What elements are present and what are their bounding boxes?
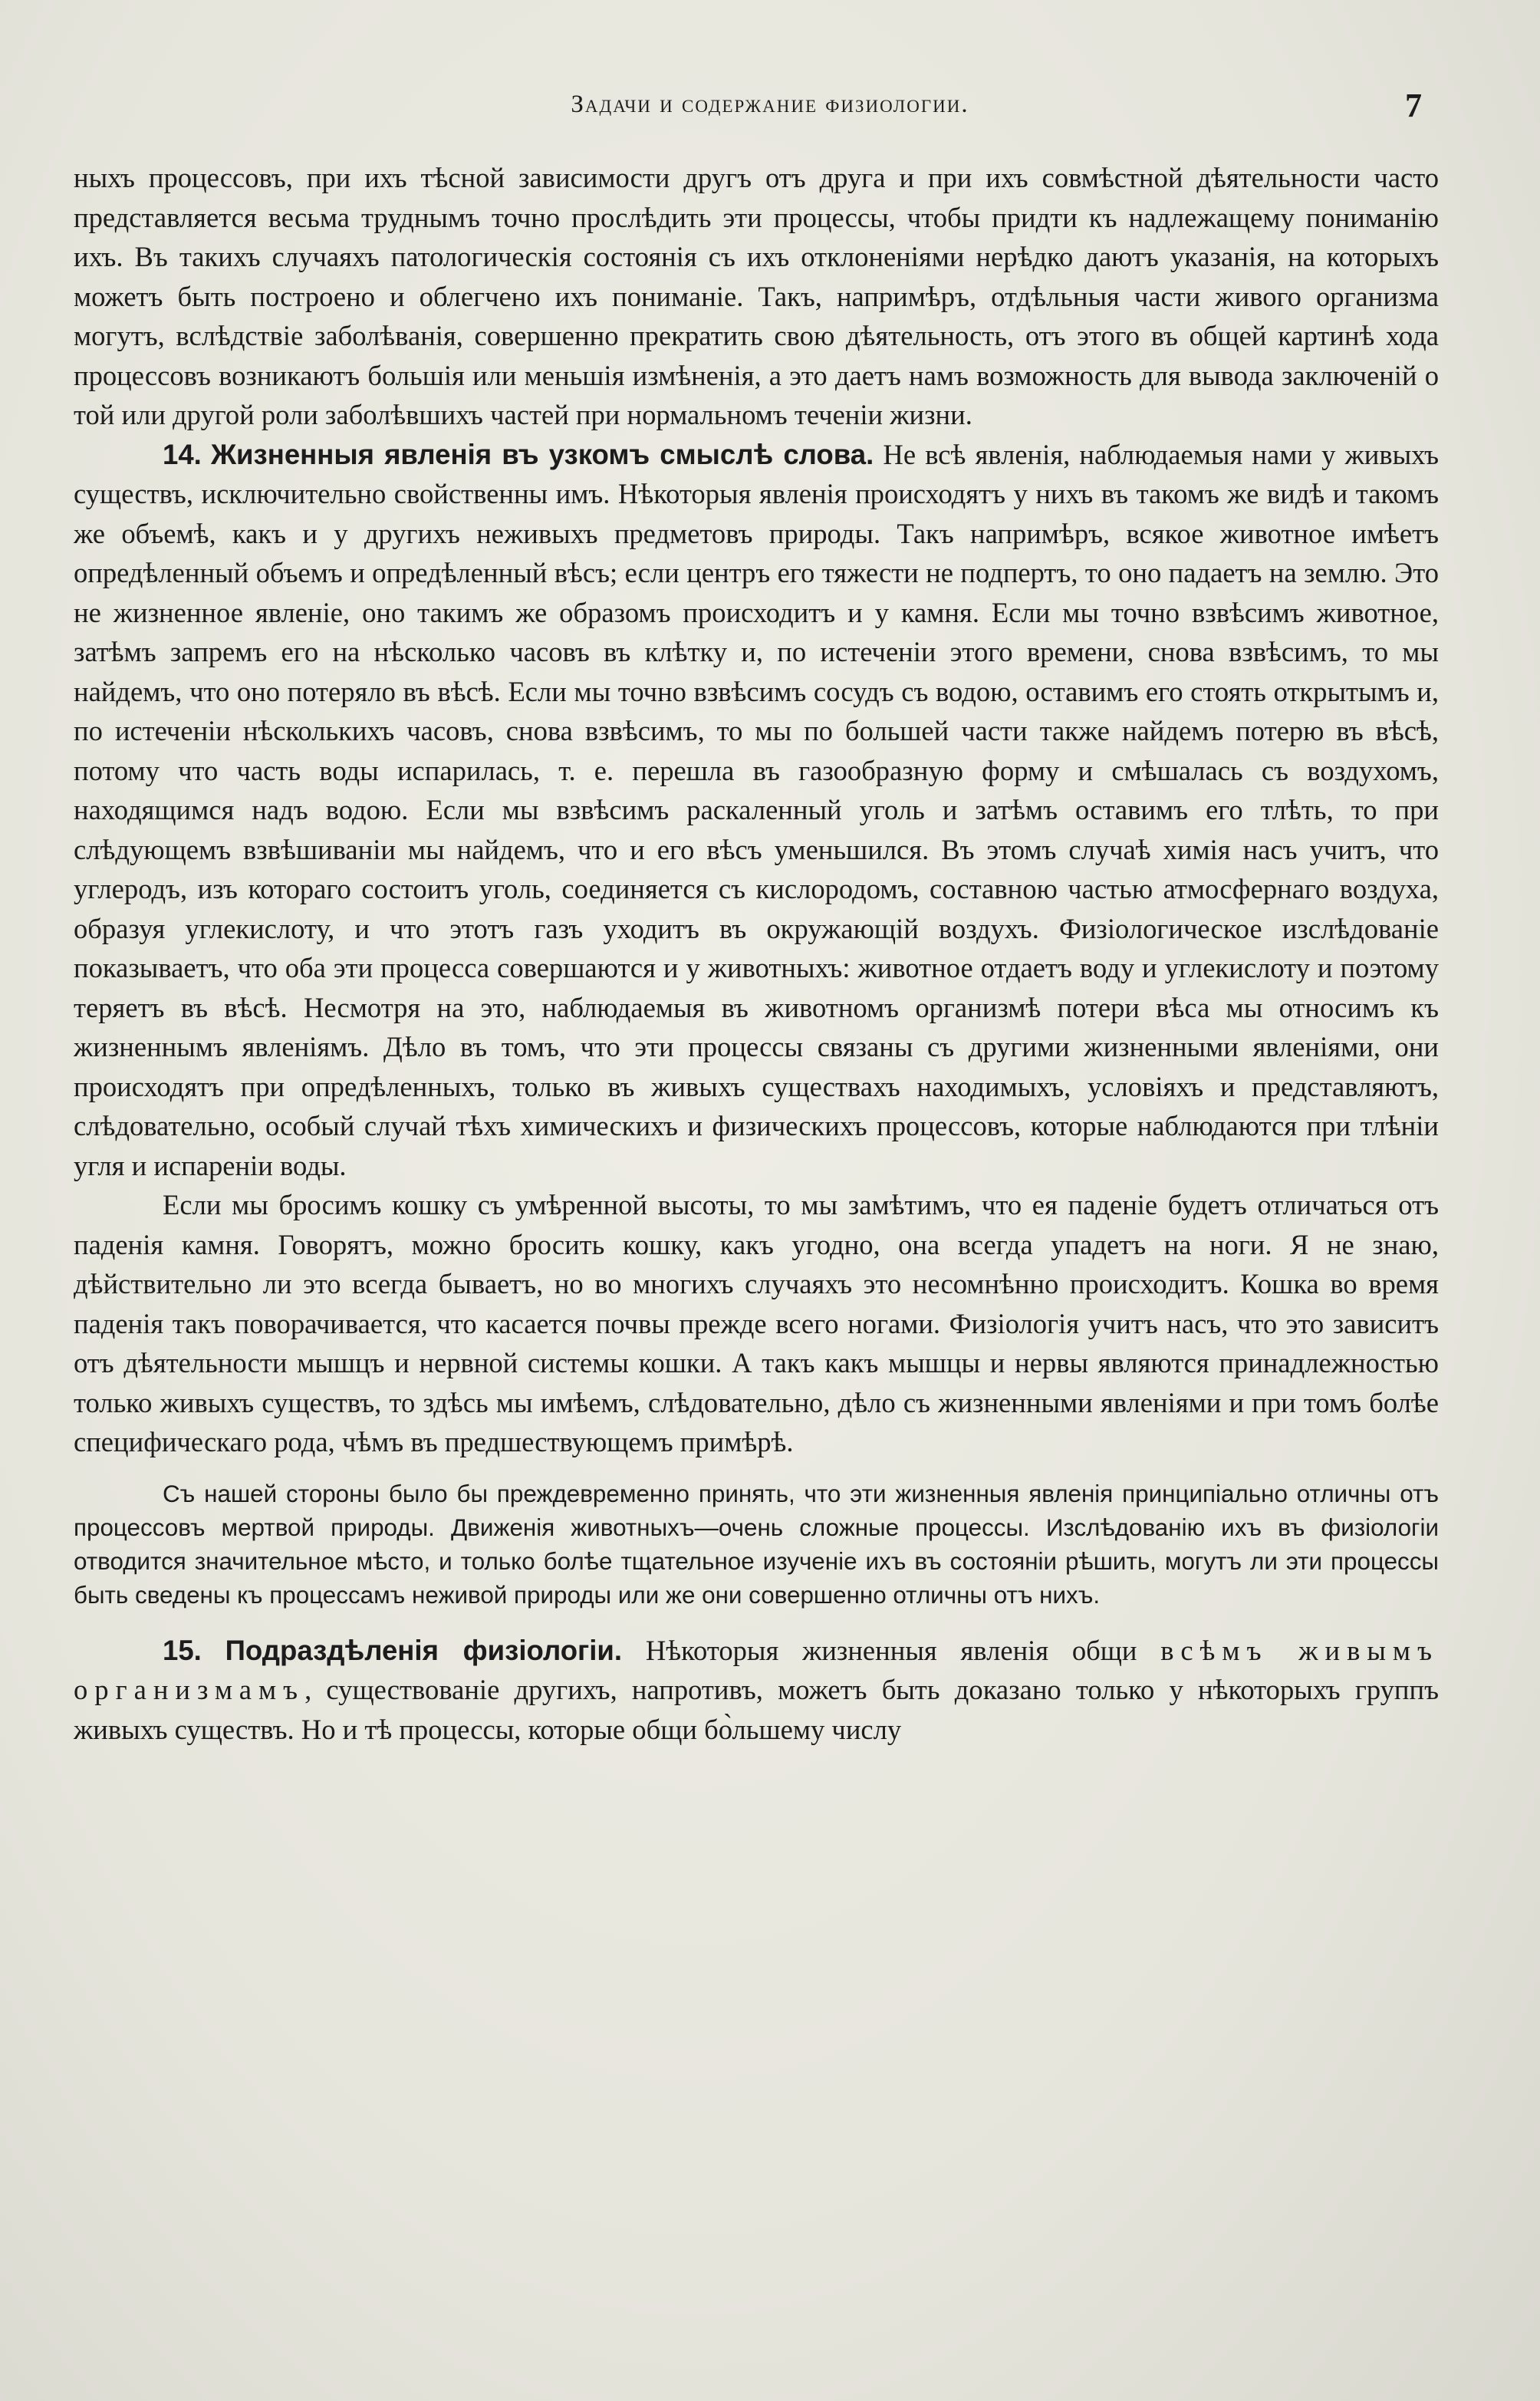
section-15-text-a: Нѣкоторыя жизненныя явленія общи bbox=[645, 1634, 1137, 1666]
section-15-spaced-text: всѣмъ живымъ организмамъ bbox=[74, 1634, 1439, 1705]
running-head: Задачи и содержание физиологии. bbox=[571, 91, 969, 118]
page-number: 7 bbox=[1405, 87, 1422, 124]
section-14-number: 14. bbox=[163, 438, 202, 470]
section-15-text-b: , существованіе другихъ, напротивъ, можетъ быть доказано только у нѣкоторыхъ группъ живыхъ существъ. Но и тѣ процессы, которые общи бо̀льшему числу bbox=[74, 1674, 1439, 1745]
section-15 bbox=[74, 1631, 1439, 1750]
paragraph-continued: ныхъ процессовъ, при ихъ тѣсной зависимости другъ отъ друга и при ихъ совмѣстной дѣятельности часто представляется весьма труднымъ точно прослѣдить эти процессы, чтобы придти къ надлежащему пониманію ихъ. Въ такихъ случаяхъ патологическія состоянія съ ихъ отклоненіями нерѣдко даютъ указанія, на которыхъ можетъ быть построено и облегчено ихъ пониманіе. Такъ, напримѣръ, отдѣльныя части живого организма могутъ, вслѣдствіе заболѣванія, совершенно прекратить свою дѣятельность, отъ этого въ общей картинѣ хода процессовъ возникаютъ большія или меньшія измѣненія, а это даетъ намъ возможность для вывода заключеній о той или другой роли заболѣвшихъ частей при нормальномъ теченіи жизни. bbox=[74, 162, 1439, 430]
body-text bbox=[74, 158, 1439, 1749]
section-14-text: Не всѣ явленія, наблюдаемыя нами у живыхъ существъ, исключительно свойственны имъ. Нѣкоторыя явленія происходятъ у нихъ въ такомъ же видѣ и такомъ же объемѣ, какъ и у другихъ неживыхъ предметовъ природы. Такъ напримѣръ, всякое животное имѣетъ опредѣленный объемъ и опредѣленный вѣсъ; если центръ его тяжести не подпертъ, то оно падаетъ на землю. Это не жизненное явленіе, оно такимъ же образомъ происходитъ и у камня. Если мы точно взвѣсимъ животное, затѣмъ запремъ его на нѣсколько часовъ въ клѣтку и, по истеченіи этого времени, снова взвѣсимъ, то мы найдемъ, что оно потеряло въ вѣсѣ. Если мы точно взвѣсимъ сосудъ съ водою, оставимъ его стоять открытымъ и, по истеченіи нѣсколькихъ часовъ, снова взвѣсимъ, то мы по большей части также найдемъ потерю въ вѣсѣ, потому что часть воды испарилась, т. е. перешла въ газообразную форму и смѣшалась съ воздухомъ, находящимся надъ водою. Если мы взвѣсимъ раскаленный уголь и затѣмъ оставимъ его тлѣть, то при слѣдующемъ взвѣшиваніи мы найдемъ, что и его вѣсъ уменьшился. Въ этомъ случаѣ химія насъ учитъ, что углеродъ, изъ котораго состоитъ уголь, соединяется съ кислородомъ, составною частью атмосфернаго воздуха, образуя углекислоту, и что этотъ газъ уходитъ въ окружающій воздухъ. Физіологическое изслѣдованіе показываетъ, что оба эти процесса совершаются и у животныхъ: животное отдаетъ воду и углекислоту и поэтому теряетъ въ вѣсѣ. Несмотря на это, наблюдаемыя въ животномъ организмѣ потери вѣса мы относимъ къ жизненнымъ явленіямъ. Дѣло въ томъ, что эти процессы связаны съ другими жизненными явленіями, они происходятъ при опредѣленныхъ, только въ живыхъ существахъ находимыхъ, условіяхъ и представляютъ, слѣдовательно, особый случай тѣхъ химическихъ и физическихъ процессовъ, которые наблюдаются при тлѣніи угля и испареніи воды. bbox=[74, 438, 1439, 1181]
section-15-heading: Подраздѣленія физіологіи. bbox=[225, 1634, 623, 1666]
section-15-number: 15. bbox=[163, 1634, 202, 1666]
section-14-heading: Жизненныя явленія въ узкомъ смыслѣ слова. bbox=[211, 438, 874, 470]
paragraph-small-print: Съ нашей стороны было бы преждевременно принять, что эти жизненныя явленія принципіально отличны отъ процессовъ мертвой природы. Движенія животныхъ—очень сложные процессы. Изслѣдованію ихъ въ физіологіи отводится значительное мѣсто, и только болѣе тщательное изученіе ихъ въ состояніи рѣшить, могутъ ли эти процессы быть сведены къ процессамъ неживой природы или же они совершенно отличны отъ нихъ. bbox=[74, 1480, 1439, 1609]
paragraph-cat: Если мы бросимъ кошку съ умѣренной высоты, то мы замѣтимъ, что ея паденіе будетъ отличаться отъ паденія камня. Говорятъ, можно бросить кошку, какъ угодно, она всегда упадетъ на ноги. Я не знаю, дѣйствительно ли это всегда бываетъ, но во многихъ случаяхъ это несомнѣнно происходитъ. Кошка во время паденія такъ поворачивается, что касается почвы прежде всего ногами. Физіологія учитъ насъ, что это зависитъ отъ дѣятельности мышцъ и нервной системы кошки. А такъ какъ мышцы и нервы являются принадлежностью только живыхъ существъ, то здѣсь мы имѣемъ, слѣдовательно, дѣло съ жизненными явленіями и при томъ болѣе специфическаго рода, чѣмъ въ предшествующемъ примѣрѣ. bbox=[74, 1189, 1439, 1457]
section-14 bbox=[74, 435, 1439, 1186]
